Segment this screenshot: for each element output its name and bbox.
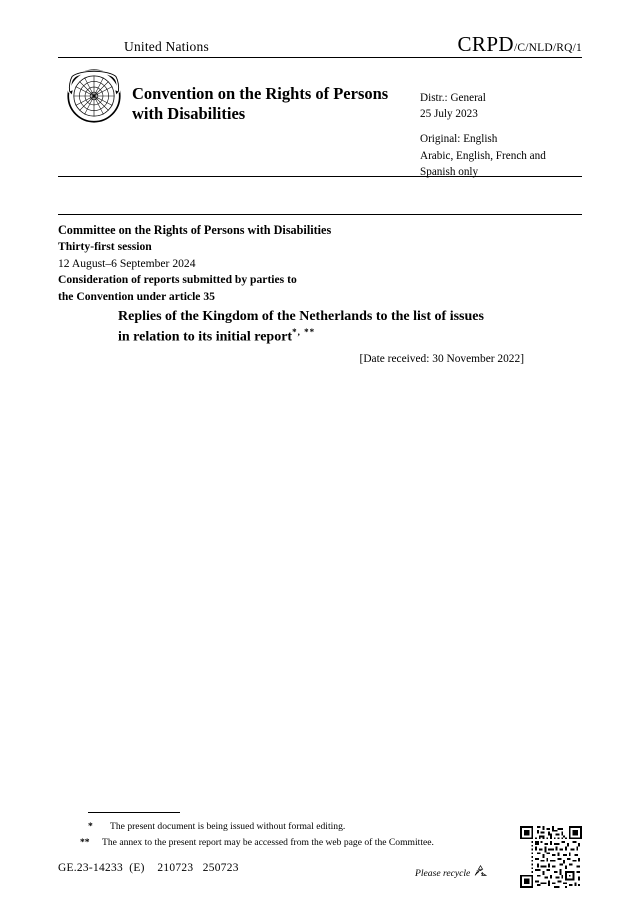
title-footnote-marks: *, **: [292, 327, 316, 338]
distribution-block: [420, 90, 546, 180]
date-code-1: 210723: [157, 862, 194, 874]
page-title-line-2: in relation to its initial report: [118, 329, 293, 345]
date-code-2: 250723: [202, 862, 239, 874]
date-received: [Date received: 30 November 2022]: [359, 353, 524, 365]
qr-code: [520, 826, 582, 888]
document-symbol-suffix: /C/NLD/RQ/1: [513, 42, 582, 54]
footnote-2-mark: **: [80, 836, 90, 848]
committee-session-dates: 12 August–6 September 2024: [58, 256, 196, 270]
job-number: [58, 862, 239, 874]
distribution-date: 25 July 2023: [420, 108, 478, 121]
recycle-icon: [473, 864, 488, 882]
job-number-value: GE.23-14233: [58, 862, 123, 874]
distribution-label: Distr.: General: [420, 92, 486, 104]
document-symbol: [458, 34, 582, 55]
language-code: (E): [129, 862, 145, 874]
original-language: Original: English: [420, 133, 498, 146]
committee-name: Committee on the Rights of Persons with Disabilities: [58, 223, 332, 237]
language-versions-line-1: Arabic, English, French and: [420, 149, 546, 162]
convention-title: Convention on the Rights of Persons with Disabilities: [132, 84, 389, 124]
footnote-divider: [88, 812, 180, 813]
un-emblem-icon: [66, 68, 122, 124]
recycle-label: Please recycle: [415, 867, 471, 879]
page-title: [118, 307, 538, 347]
section-divider: [58, 214, 582, 215]
footnote-1: [88, 819, 548, 835]
footnote-1-mark: *: [88, 821, 93, 832]
recycle-notice: [415, 864, 488, 882]
agenda-item-line-1: Consideration of reports submitted by parties to: [58, 273, 297, 287]
masthead: [58, 34, 582, 177]
footnote-2-text: The annex to the present report may be accessed from the web page of the Committee.: [102, 836, 434, 848]
footnote-1-text: The present document is being issued without formal editing.: [110, 821, 346, 832]
agenda-item-line-2: the Convention under article 35: [58, 289, 215, 303]
committee-block: [58, 222, 582, 305]
page-title-line-1: Replies of the Kingdom of the Netherlands to the list of issues: [118, 309, 484, 324]
spacer: [420, 122, 546, 131]
document-symbol-main: CRPD: [457, 32, 514, 56]
committee-session: Thirty-first session: [58, 240, 152, 254]
organization-name: United Nations: [124, 39, 209, 54]
footnotes: [80, 819, 548, 850]
masthead-header-row: [58, 34, 582, 58]
masthead-body: [58, 58, 582, 177]
footnote-2: [80, 835, 548, 851]
language-versions-line-2: Spanish only: [420, 165, 479, 178]
